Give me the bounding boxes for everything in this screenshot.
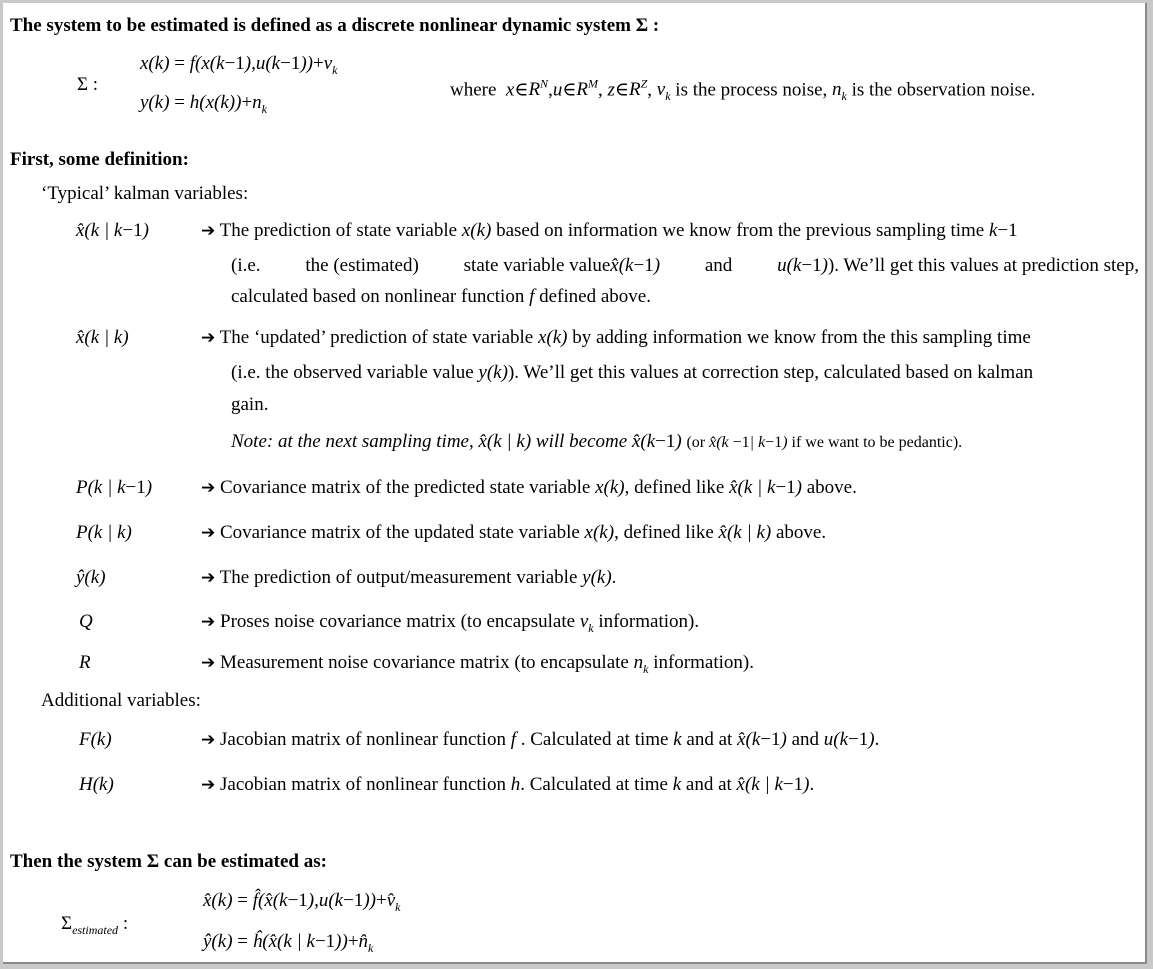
output-equation: $y(k) = h(x(k))+n_k$ <box>140 92 267 116</box>
def-x-hat-k-k-minus-1: ➔ The prediction of state variable x(k) based on information we know from the previous sampling time k−1 <box>201 220 1018 241</box>
estimated-state-equation: x̂(k) = $f̂(x̂(k-1),u(k-1))+v̂_k$ <box>203 890 401 914</box>
definitions-heading: First, some definition: <box>10 149 189 170</box>
def-x-hat-k-k-line3: gain. <box>231 394 269 415</box>
estimated-heading: Then the system Σ can be estimated as: <box>10 851 327 872</box>
additional-subheading: Additional variables: <box>41 690 201 711</box>
sigma-estimated-label: $\Sigma_{estimated}$ : <box>61 913 129 937</box>
symbol-x-hat-k-given-k: x̂(k | k) <box>76 327 129 348</box>
def-x-hat-k-k-line2: (i.e. the observed variable value y(k)). We’ll get this values at correction step, calculated based on kalman <box>231 362 1034 383</box>
intro-heading: The system to be estimated is defined as a discrete nonlinear dynamic system Σ : <box>10 15 660 36</box>
sigma-label: Σ : <box>77 74 99 95</box>
note-line: Note: at the next sampling time, x̂(k | k) will become x̂(k−1) (or x̂(k −1| k−1) if we want to be pedantic). <box>231 431 963 452</box>
where-clause: where $x\in R^N,u\in R^M$, $z\in R^Z$, $v_k$ is the process noise, $n_k$ is the observation noise. <box>450 77 1036 104</box>
estimated-output-equation: ŷ(k) = ĥ(x̂(k | $k-1))+n̂_k$ <box>203 931 374 955</box>
symbol-p-k-given-k-minus-1: P(k | k−1) <box>76 477 153 498</box>
def-r: ➔ Measurement noise covariance matrix (to encapsulate $n_k$ information). <box>201 652 754 676</box>
def-h-k: ➔ Jacobian matrix of nonlinear function h. Calculated at time k and at x̂(k | k−1). <box>201 774 815 795</box>
document-page <box>3 3 1147 964</box>
def-x-hat-k-k-minus-1-line3: calculated based on nonlinear function f defined above. <box>231 286 651 307</box>
symbol-q: Q <box>79 611 93 632</box>
state-equation: $x(k) = f(x(k-1),u(k-1))+v_k$ <box>140 53 338 77</box>
typical-subheading: ‘Typical’ kalman variables: <box>41 183 249 204</box>
symbol-x-hat-k-given-k-minus-1: x̂(k | k−1) <box>76 220 149 241</box>
def-p-k-k: ➔ Covariance matrix of the updated state variable x(k), defined like x̂(k | k) above. <box>201 522 827 543</box>
def-f-k: ➔ Jacobian matrix of nonlinear function f . Calculated at time k and at x̂(k−1) and u(k−1). <box>201 729 880 750</box>
symbol-f-k: F(k) <box>79 729 112 750</box>
def-x-hat-k-k: ➔ The ‘updated’ prediction of state variable x(k) by adding information we know from the this sampling time <box>201 327 1031 348</box>
def-p-k-k-minus-1: ➔ Covariance matrix of the predicted state variable x(k), defined like x̂(k | k−1) above. <box>201 477 857 498</box>
symbol-h-k: H(k) <box>79 774 114 795</box>
def-x-hat-k-k-minus-1-line2: (i.e. the (estimated) state variable valuex̂(k−1) and u(k−1)). We’ll get this values at prediction step, <box>231 255 1139 276</box>
symbol-r: R <box>79 652 91 673</box>
def-q: ➔ Proses noise covariance matrix (to encapsulate $v_k$ information). <box>201 611 700 635</box>
symbol-p-k-given-k: P(k | k) <box>76 522 132 543</box>
symbol-y-hat-k: ŷ(k) <box>76 567 106 588</box>
def-y-hat-k: ➔ The prediction of output/measurement variable y(k). <box>201 567 617 588</box>
